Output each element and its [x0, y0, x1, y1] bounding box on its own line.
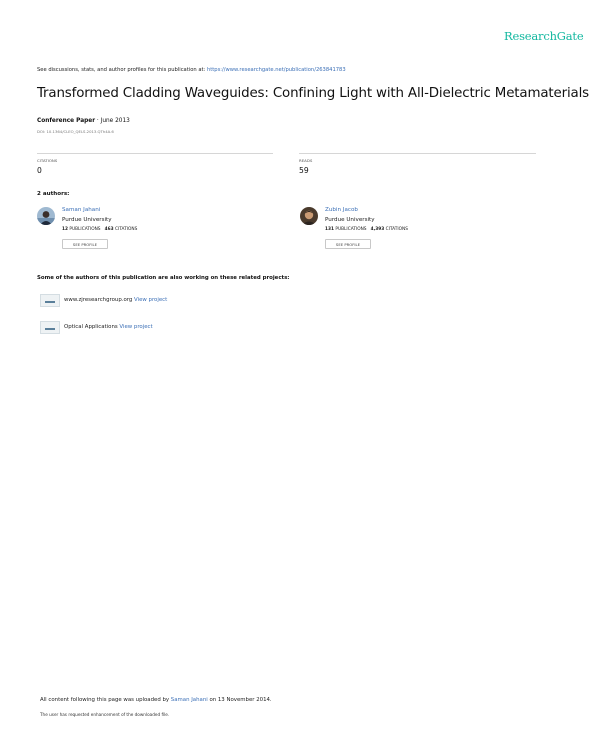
author-name-link[interactable]: Saman Jahani — [62, 207, 101, 213]
reads-value: 59 — [299, 166, 309, 175]
doi-text: DOI: 10.1364/CLEO_QELS.2013.QTh4A.6 — [37, 129, 114, 134]
author-avatar-saman-jahani[interactable] — [37, 207, 55, 225]
author-avatar-zubin-jacob[interactable] — [300, 207, 318, 225]
paper-title: Transformed Cladding Waveguides: Confining Light with All-Dielectric Metamaterials — [37, 86, 589, 101]
upload-notice-prefix: All content following this page was uploaded by — [40, 697, 171, 703]
project-thumbnail-icon[interactable] — [40, 321, 60, 334]
citations-value: 0 — [37, 166, 42, 175]
author-citations-count: 4,393 — [370, 227, 385, 232]
author-publications-count: 12 — [62, 227, 68, 232]
author-citations-label: CITATIONS — [113, 227, 138, 232]
project-item — [64, 324, 153, 330]
publication-date: · June 2013 — [95, 118, 130, 124]
view-project-link[interactable]: View project — [119, 324, 153, 330]
author-name-link[interactable]: Zubin Jacob — [325, 207, 358, 213]
uploader-link[interactable]: Saman Jahani — [170, 697, 208, 703]
avatar-photo-icon — [37, 207, 55, 225]
upload-notice-suffix: on 13 November 2014. — [207, 697, 272, 703]
enhancement-notice: The user has requested enhancement of the downloaded file. — [40, 712, 170, 717]
avatar-photo-icon — [300, 207, 318, 225]
discussion-notice — [37, 67, 346, 73]
reads-label: READS — [299, 158, 313, 163]
author-stats — [325, 227, 408, 232]
citations-label: CITATIONS — [37, 158, 58, 163]
reads-divider — [299, 153, 536, 154]
publication-type-line — [37, 118, 130, 124]
upload-notice — [40, 697, 272, 703]
author-citations-label: CITATIONS — [384, 227, 408, 232]
researchgate-logo[interactable]: ResearchGate — [504, 29, 584, 43]
author-citations-count: 463 — [104, 227, 114, 232]
citations-divider — [37, 153, 273, 154]
see-profile-button[interactable]: SEE PROFILE — [325, 239, 371, 249]
author-institution: Purdue University — [325, 217, 375, 223]
project-name: www.zjresearchgroup.org — [64, 297, 135, 303]
project-item — [64, 297, 167, 303]
related-projects-heading: Some of the authors of this publication are also working on these related projects: — [37, 275, 290, 281]
author-publications-label: PUBLICATIONS — [333, 227, 367, 232]
project-thumbnail-icon[interactable] — [40, 294, 60, 307]
author-publications-count: 131 — [325, 227, 334, 232]
author-stats — [62, 227, 137, 232]
see-profile-button[interactable]: SEE PROFILE — [62, 239, 108, 249]
view-project-link[interactable]: View project — [134, 297, 168, 303]
publication-url-link[interactable]: https://www.researchgate.net/publication/263841783 — [206, 67, 346, 73]
project-name: Optical Applications — [64, 324, 120, 330]
author-institution: Purdue University — [62, 217, 112, 223]
authors-heading: 2 authors: — [37, 191, 70, 197]
publication-type: Conference Paper — [37, 118, 96, 124]
discussion-notice-text: See discussions, stats, and author profiles for this publication at: — [37, 67, 207, 73]
author-publications-label: PUBLICATIONS — [67, 227, 101, 232]
